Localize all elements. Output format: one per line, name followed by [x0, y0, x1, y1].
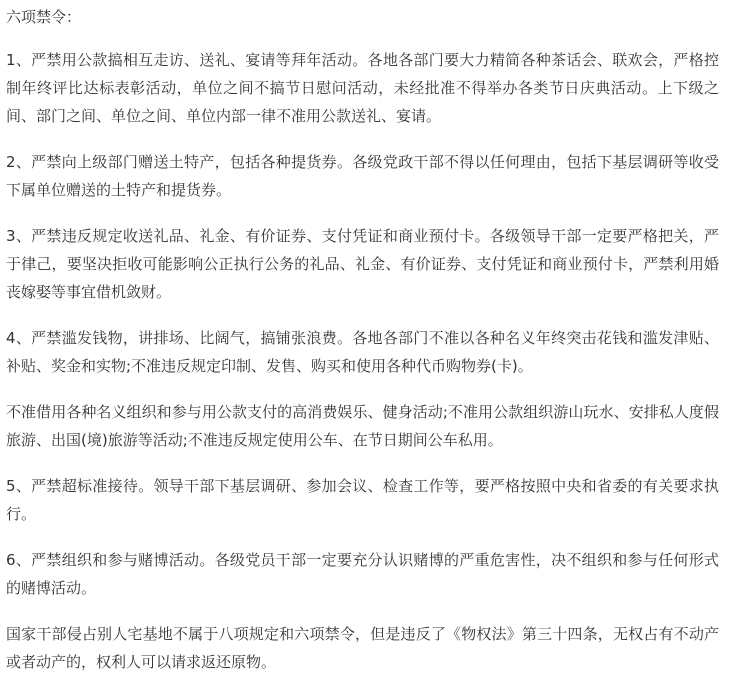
paragraph-rule-4: 4、严禁滥发钱物，讲排场、比阔气，搞铺张浪费。各地各部门不准以各种名义年终突击花钱和滥发津贴、补贴、奖金和实物;不准违反规定印制、发售、购买和使用各种代币购物券(卡)。 [6, 329, 719, 375]
article-title: 六项禁令： [6, 8, 82, 26]
paragraph-note: 国家干部侵占别人宅基地不属于八项规定和六项禁令，但是违反了《物权法》第三十四条，无权占有不动产或者动产的，权利人可以请求返还原物。 [6, 625, 719, 671]
paragraph-rule-2: 2、严禁向上级部门赠送土特产，包括各种提货券。各级党政干部不得以任何理由，包括下基层调研等收受下属单位赠送的土特产和提货券。 [6, 153, 719, 199]
paragraph-rule-5: 5、严禁超标准接待。领导干部下基层调研、参加会议、检查工作等，要严格按照中央和省委的有关要求执行。 [6, 477, 719, 523]
paragraph-rule-3: 3、严禁违反规定收送礼品、礼金、有价证券、支付凭证和商业预付卡。各级领导干部一定要严格把关，严于律己，要坚决拒收可能影响公正执行公务的礼品、礼金、有价证券、支付凭证和商业预付卡，严禁利用婚丧嫁娶等事宜借机敛财。 [6, 227, 719, 301]
paragraph-rule-6: 6、严禁组织和参与赌博活动。各级党员干部一定要充分认识赌博的严重危害性，决不组织和参与任何形式的赌博活动。 [6, 551, 719, 597]
paragraph-rule-1: 1、严禁用公款搞相互走访、送礼、宴请等拜年活动。各地各部门要大力精简各种茶话会、联欢会，严格控制年终评比达标表彰活动，单位之间不搞节日慰问活动，未经批准不得举办各类节日庆典活动。上下级之间、部门之间、单位之间、单位内部一律不准用公款送礼、宴请。 [6, 51, 719, 125]
paragraph-rule-4-continued: 不准借用各种名义组织和参与用公款支付的高消费娱乐、健身活动;不准用公款组织游山玩水、安排私人度假旅游、出国(境)旅游等活动;不准违反规定使用公车、在节日期间公车私用。 [6, 403, 719, 449]
